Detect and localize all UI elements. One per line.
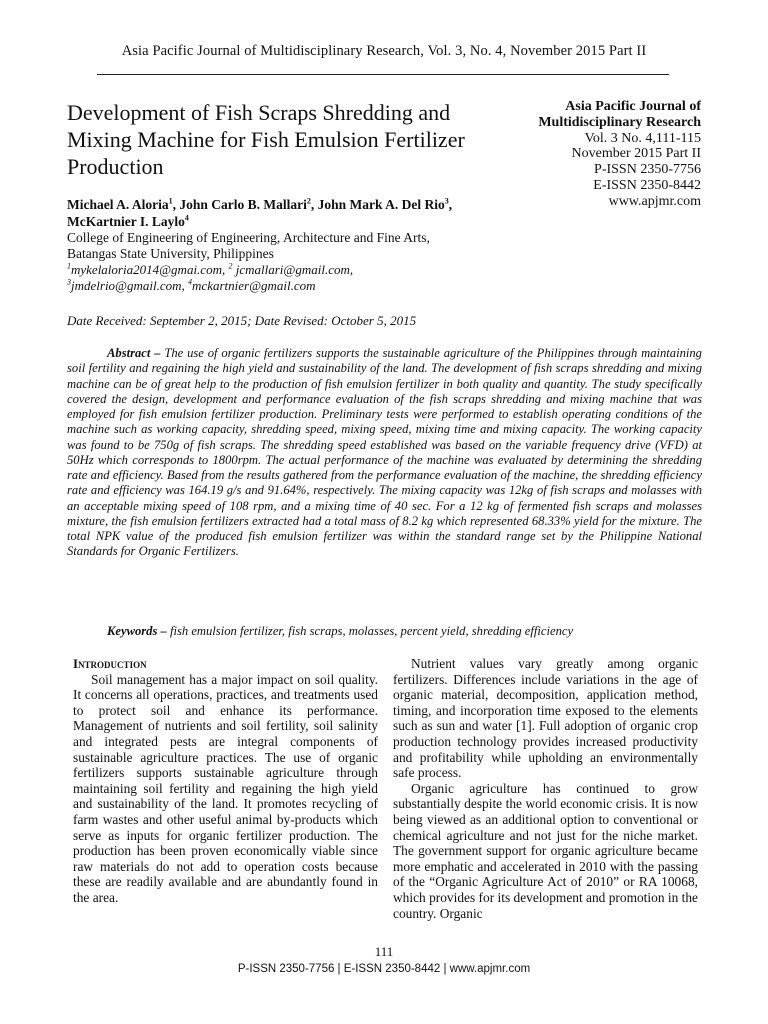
footer-issn: P-ISSN 2350-7756 | E-ISSN 2350-8442 | www.apjmr.com (237, 963, 531, 975)
affiliation-line: Batangas State University, Philippines (67, 246, 274, 261)
section-heading-introduction: Introduction (73, 656, 147, 671)
keywords-text: fish emulsion fertilizer, fish scraps, molasses, percent yield, shredding efficiency (169, 624, 574, 638)
keywords-label: Keywords – (107, 624, 167, 638)
author-sup: 1 (168, 196, 173, 206)
email-sup: 4 (188, 277, 193, 287)
right-column (393, 656, 698, 921)
email-link[interactable]: jmdelrio@gmail.com, (71, 278, 185, 293)
abstract-text: The use of organic fertilizers supports the sustainable agriculture of the Philippines through maintaining soil fertility and regaining the high yield and sustainability of the land. The development of fish scraps shredding and mixing machine can be of great help to the production of fish emulsion fertilizer in both quality and quantity. The study specifically covered the design, development and performance evaluation of the fish scraps shredding and mixing machine that was employed for fish emulsion fertilizer production. Preliminary tests were performed to establish operating conditions of the machine such as working capacity, shredding speed, mixing speed, mixing time and mixing capacity. The working capacity was found to be 750g of fish scraps. The shredding speed established was based on the variable frequency drive (VFD) at 50Hz which corresponds to 1800rpm. The actual performance of the machine was evaluated by determining the shredding rate and efficiency. Based from the results gathered from the performance evaluation of the machine, the shredding efficiency rate and efficiency was 164.19 g/s and 91.64%, respectively. The mixing capacity was 12kg of fish scraps and molasses with an acceptable mixing speed of 108 rpm, and a mixing time of 40 sec. For a 12 kg of fermented fish scraps and molasses mixture, the fish emulsion fertilizers extracted had a total mass of 8.2 kg which represented 68.33% yield for the mixture. The total NPK value of the produced fish emulsion fertilizer was within the standard range set by the Philippine National Standards for Organic Fertilizers. (67, 346, 702, 559)
author-emails (67, 262, 487, 294)
page-number: 111 (374, 944, 394, 959)
email-sup: 2 (228, 261, 233, 271)
header-rule (97, 74, 669, 75)
journal-url[interactable]: www.apjmr.com (608, 193, 701, 209)
email-link[interactable]: mckartnier@gmail.com (192, 278, 316, 293)
journal-info-box (490, 99, 701, 210)
author-name: John Mark A. Del Rio (317, 197, 445, 212)
article-dates: Date Received: September 2, 2015; Date Revised: October 5, 2015 (67, 313, 417, 328)
left-column (73, 656, 378, 906)
author-sup: 4 (184, 213, 189, 223)
affiliation (67, 230, 487, 262)
email-sup: 1 (67, 261, 71, 271)
journal-issue: November 2015 Part II (571, 146, 701, 162)
journal-eissn: E-ISSN 2350-8442 (593, 177, 701, 193)
abstract-label: Abstract – (107, 346, 161, 360)
journal-pissn: P-ISSN 2350-7756 (594, 162, 701, 178)
body-paragraph: Nutrient values vary greatly among organic fertilizers. Differences include variations in the age of organic material, decomposition, application method, timing, and incorporation time exposed to the elements such as sun and water [1]. Full adoption of organic crop production technology provides increased productivity and profitability while upholding an environmentally safe process. (393, 656, 698, 781)
author-sup: 2 (306, 196, 311, 206)
running-head: Asia Pacific Journal of Multidisciplinary Research, Vol. 3, No. 4, November 2015 Part II (121, 43, 647, 59)
body-paragraph: Soil management has a major impact on soil quality. It concerns all operations, practices, and treatments used to protect soil and enhance its performance. Management of nutrients and soil fertility, soil salinity and integrated pests are integral components of sustainable agriculture practices. The use of organic fertilizers supports sustainable agriculture through maintaining soil fertility and regaining the high yield and sustainability of the land. It promotes recycling of farm wastes and other useful animal by-products which serve as inputs for organic fertilizer production. The production has been proven economically viable since raw materials do not add to operation costs because these are readily available and are abundantly found in the area. (73, 671, 378, 905)
keywords (107, 624, 707, 639)
author-name: John Carlo B. Mallari (179, 197, 307, 212)
journal-name-line1: Asia Pacific Journal of (565, 99, 701, 114)
article-title: Development of Fish Scraps Shredding and Mixing Machine for Fish Emulsion Fertilizer Production (67, 100, 465, 179)
author-name: McKartnier I. Laylo (67, 214, 185, 229)
journal-name-line2: Multidisciplinary Research (538, 114, 701, 130)
author-sup: 3 (444, 196, 449, 206)
journal-volume: Vol. 3 No. 4,111-115 (584, 130, 701, 146)
body-paragraph: Organic agriculture has continued to grow substantially despite the world economic crisis. It is now being viewed as an additional option to conventional or chemical agriculture and not just for the niche market. The government support for organic agriculture became more emphatic and accelerated in 2010 with the passing of the “Organic Agriculture Act of 2010” or RA 10068, which provides for its development and promotion in the country. Organic (393, 780, 698, 921)
email-sup: 3 (67, 277, 71, 287)
email-link[interactable]: jcmallari@gmail.com, (235, 262, 354, 277)
author-name: Michael A. Aloria (67, 197, 169, 212)
email-link[interactable]: mykelaloria2014@gmai.com, (71, 262, 226, 277)
abstract (67, 346, 702, 560)
affiliation-line: College of Engineering of Engineering, Architecture and Fine Arts, (67, 230, 430, 245)
author-list: Michael A. Aloria$^1$, John Carlo B. Mallari$^2$, John Mark A. Del Rio$^3$, McKartnier I. Laylo$^4$ (67, 196, 453, 229)
